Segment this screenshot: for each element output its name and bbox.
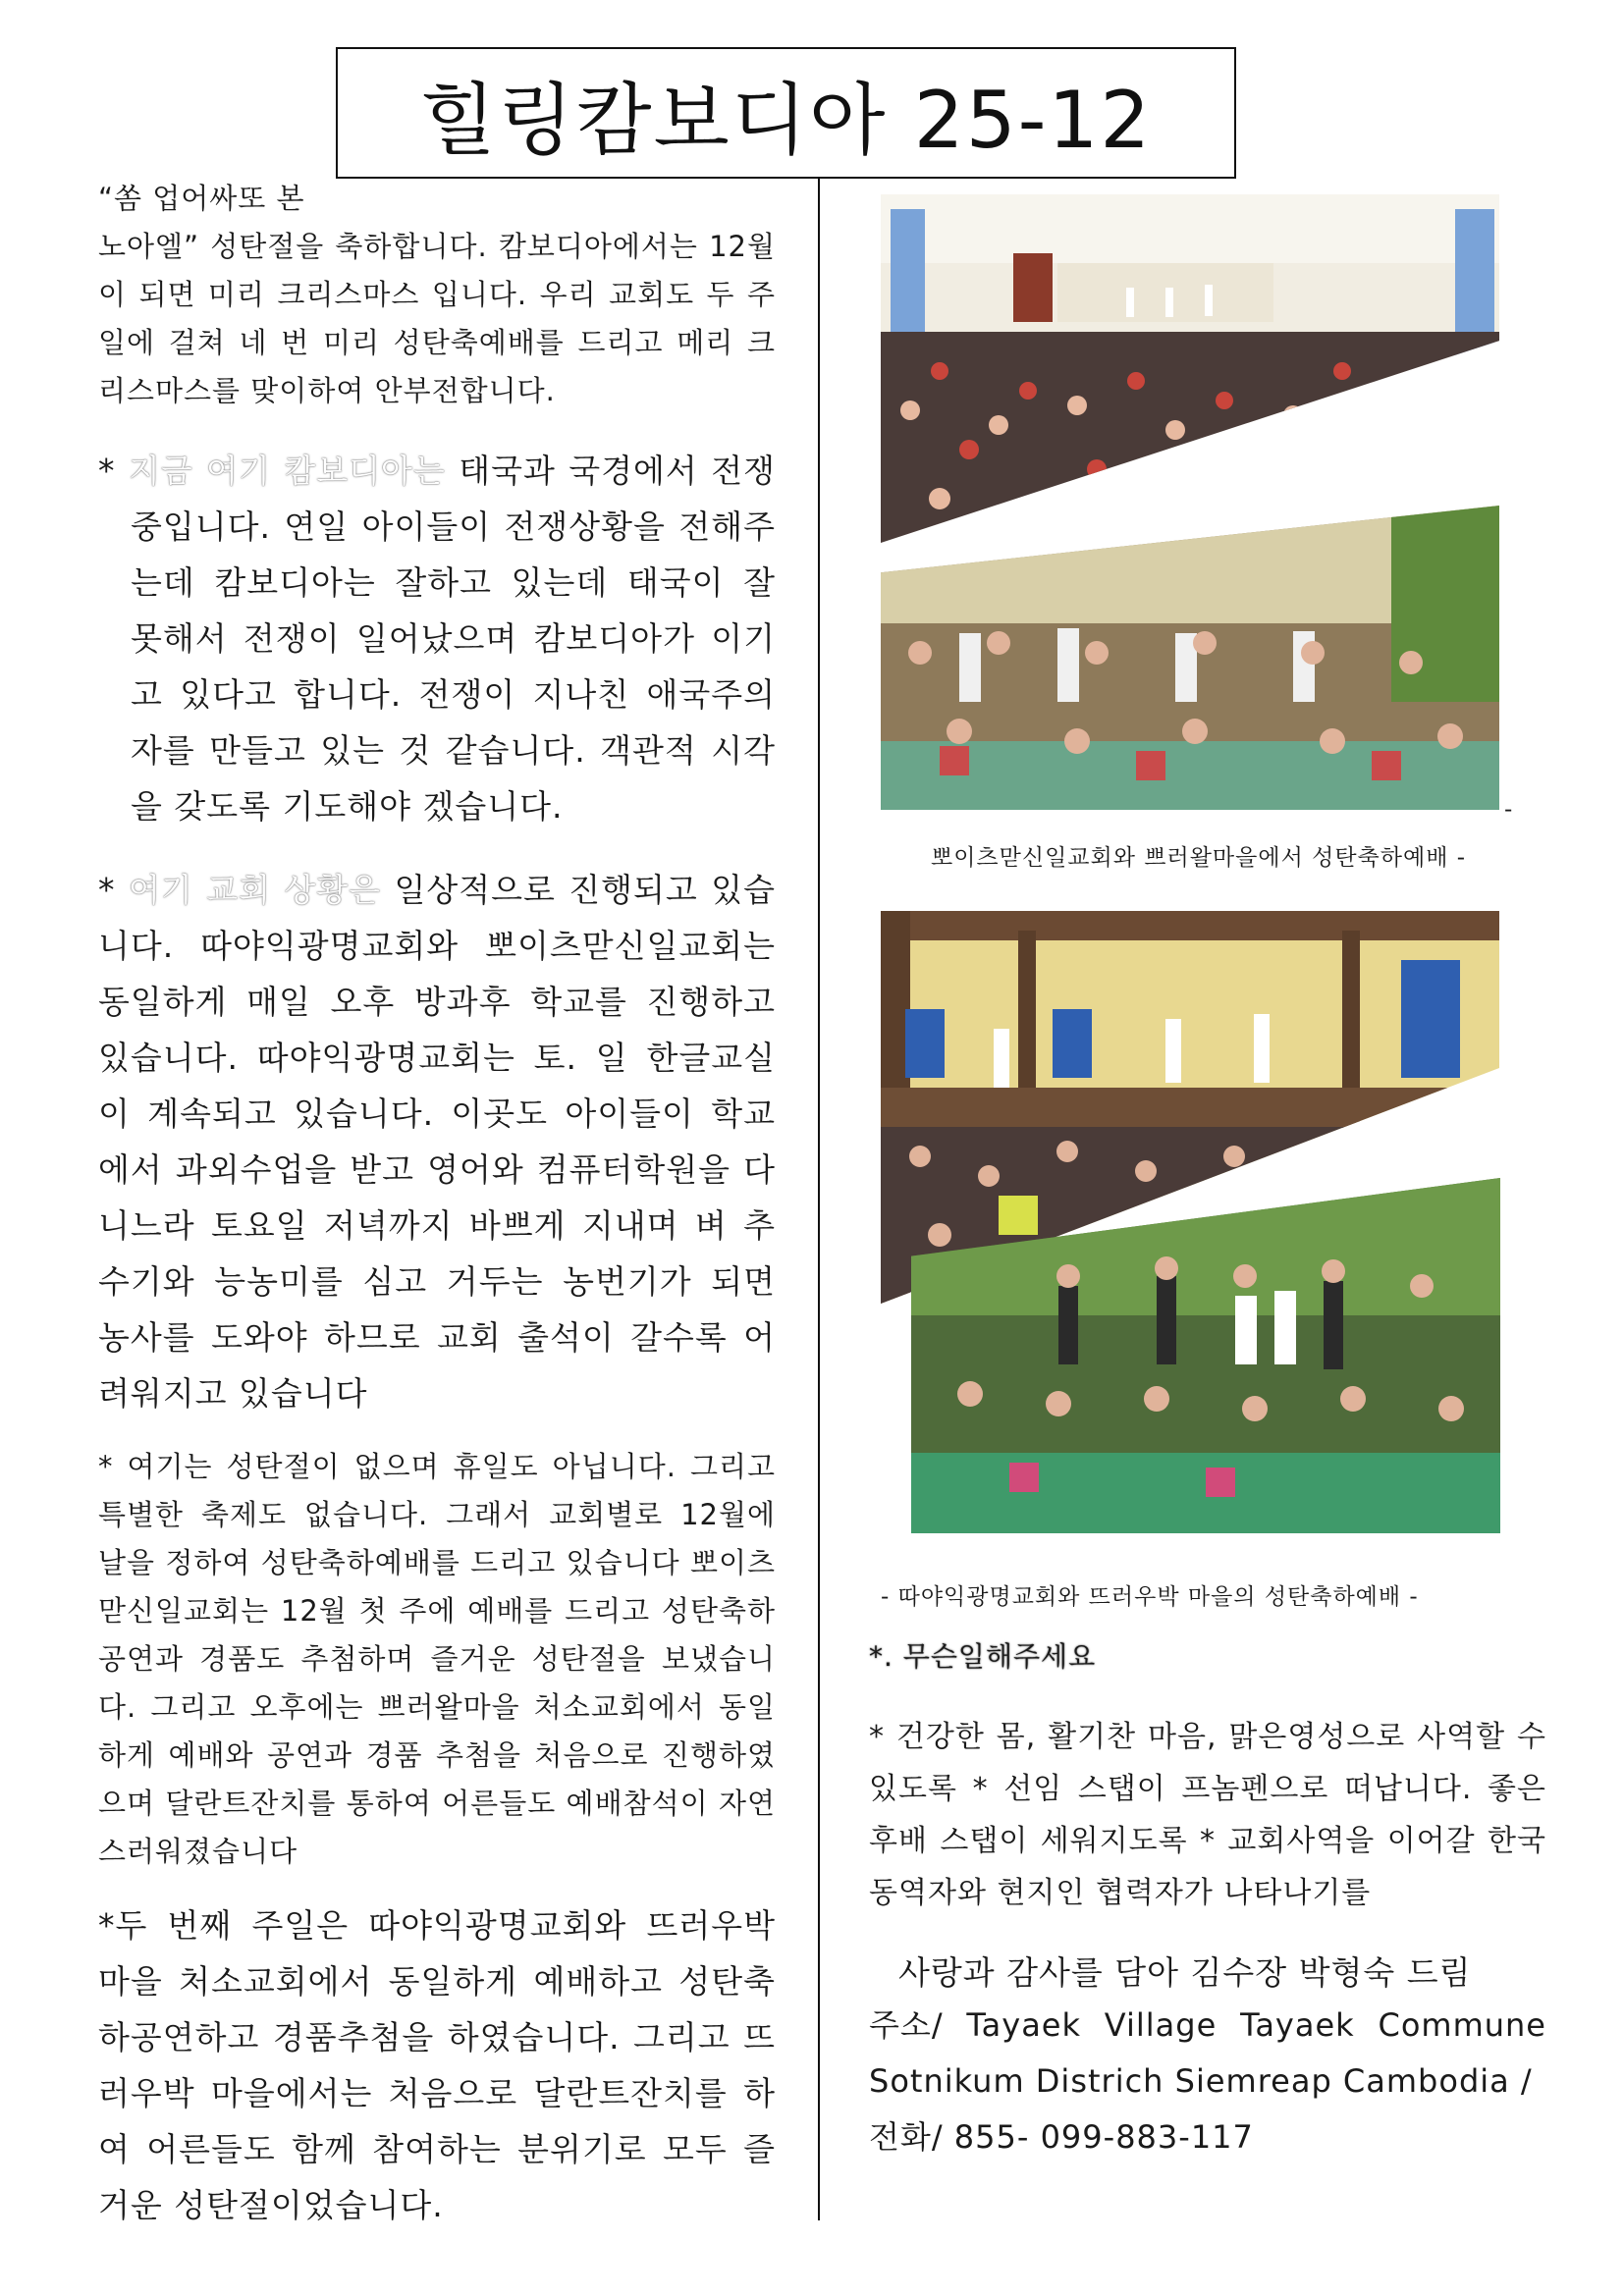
- church-lead: 여기 교회 상황은: [128, 871, 381, 909]
- phone: 전화/ 855- 099-883-117: [869, 2118, 1254, 2156]
- paragraph-christmas: * 여기는 성탄절이 없으며 휴일도 아닙니다. 그리고 특별한 축제도 없습니다. 그래서 교회별로 12월에 날을 정하여 성탄축하예배를 드리고 있습니다 뽀이츠맏신일교회는 12월 첫 주에 예배를 드리고 성탄축하공연과 경품도 추첨하며 즐거운 성탄절을 보냈습니다. 그리고 오후에는 쁘러왈마을 처소교회에서 동일하게 예배와 공연과 경품 추첨을 처음으로 진행하였으며 달란트잔치를 통하여 어른들도 예배참석이 자연스러워졌습니다: [98, 1450, 776, 1868]
- dash-mark: -: [1504, 797, 1514, 823]
- paragraph-second-sunday: *두 번째 주일은 따야익광명교회와 뜨러우박 마을 처소교회에서 동일하게 예배하고 성탄축하공연하고 경품추첨을 하였습니다. 그리고 뜨러우박 마을에서는 처음으로 달란트잔치를 하여 어른들도 함께 참여하는 분위기로 모두 즐거운 성탄절이었습니다.: [98, 1906, 776, 2224]
- paragraph-greeting: [98, 175, 776, 415]
- photo-caption-2: - 따야익광명교회와 뜨러우박 마을의 성탄축하예배 -: [881, 1584, 1419, 1610]
- church-text: 일상적으로 진행되고 있습니다. 따야익광명교회와 뽀이츠맏신일교회는 동일하게 매일 오후 방과후 학교를 진행하고 있습니다. 따야익광명교회는 토. 일 한글교실이 계속되고 있습니다. 이곳도 아이들이 학교에서 과외수업을 받고 영어와 컴퓨터학원을 다니느라 토요일 저녁까지 바쁘게 지내며 벼 추수기와 능농미를 심고 거두는 농번기가 되면 농사를 도와야 하므로 교회 출석이 갈수록 어려워지고 있습니다: [98, 871, 776, 1413]
- photo-group-outdoor-1: [881, 506, 1499, 810]
- greeting-rest: 노아엘” 성탄절을 축하합니다. 캄보디아에서는 12월이 되면 미리 크리스마스 입니다. 우리 교회도 두 주일에 걸쳐 네 번 미리 성탄축예배를 드리고 메리 크리스마스를 맞이하여 안부전합니다.: [98, 230, 776, 407]
- greeting-line1: “쏨 업어싸또 본: [98, 182, 305, 215]
- column-divider: [818, 179, 820, 2220]
- war-lead: 지금 여기 캄보디아는: [128, 452, 446, 490]
- photo-caption-1: 뽀이츠맏신일교회와 쁘러왈마을에서 성탄축하예배 -: [931, 845, 1467, 871]
- left-column: [98, 175, 776, 2233]
- contact-info: [869, 1998, 1546, 2165]
- war-text: 태국과 국경에서 전쟁 중입니다. 연일 아이들이 전쟁상황을 전해주는데 캄보디아는 잘하고 있는데 태국이 잘 못해서 전쟁이 일어났으며 캄보디아가 이기고 있다고 합니다. 전쟁이 지나친 애국주의자를 만들고 있는 것 같습니다. 객관적 시각을 갖도록 기도해야 겠습니다.: [131, 452, 776, 826]
- signature: 사랑과 감사를 담아 김수장 박형숙 드림: [898, 1953, 1472, 1992]
- prayer-requests: * 건강한 몸, 활기찬 마음, 맑은영성으로 사역할 수 있도록 * 선임 스탭이 프놈펜으로 떠납니다. 좋은 후배 스탭이 세워지도록 * 교회사역을 이어갈 한국동역자와 현지인 협력자가 나타나기를: [869, 1720, 1546, 1910]
- bullet-star: *: [98, 452, 129, 490]
- photo-church-hall-performance: [881, 194, 1499, 543]
- bullet-star: *: [98, 871, 129, 909]
- prayer-heading: *. 무슨일해주세요: [869, 1640, 1097, 1673]
- paragraph-church: [98, 862, 776, 1421]
- newsletter-title: 힐링캄보디아 25-12: [336, 47, 1236, 179]
- paragraph-war: [98, 443, 776, 834]
- address: 주소/ Tayaek Village Tayaek Commune Sotnikum Districh Siemreap Cambodia /: [869, 2006, 1546, 2100]
